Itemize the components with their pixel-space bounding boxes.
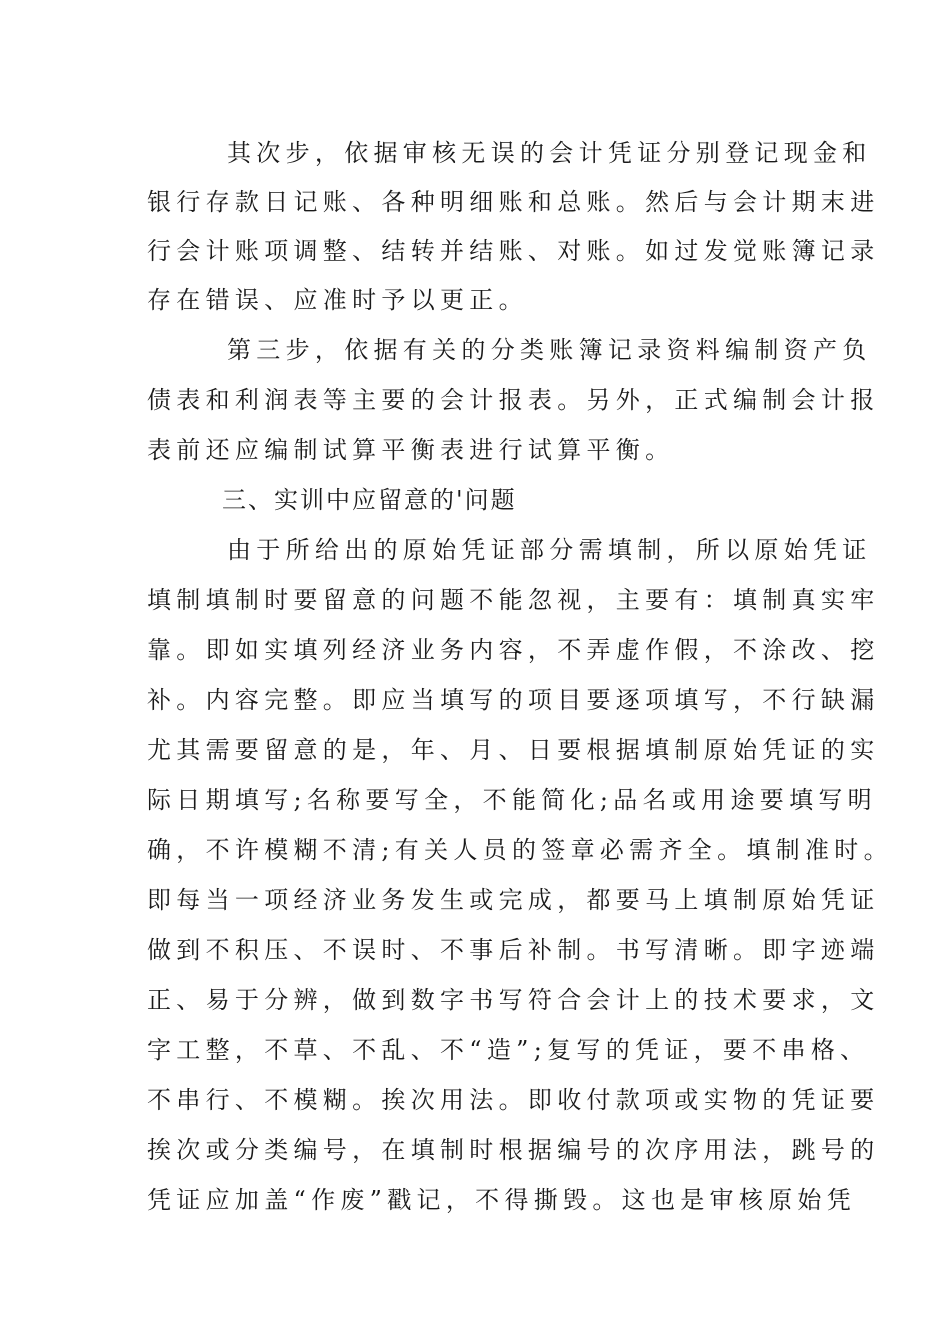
paragraph-line: 做到不积压、不误时、不事后补制。书写清晰。即字迹端 xyxy=(147,936,880,964)
paragraph-line: 不串行、不模糊。挨次用法。即收付款项或实物的凭证要 xyxy=(147,1086,880,1114)
paragraph-line: 行会计账项调整、结转并结账、对账。如过发觉账簿记录 xyxy=(147,237,880,265)
paragraph-line: 靠。即如实填列经济业务内容，不弄虚作假，不涂改、挖 xyxy=(147,636,880,664)
paragraph-line: 银行存款日记账、各种明细账和总账。然后与会计期末进 xyxy=(147,188,880,216)
paragraph-line: 债表和利润表等主要的会计报表。另外，正式编制会计报 xyxy=(147,386,880,414)
paragraph-line: 其次步，依据审核无误的会计凭证分别登记现金和 xyxy=(227,139,872,167)
paragraph-line: 尤其需要留意的是，年、月、日要根据填制原始凭证的实 xyxy=(147,736,880,764)
paragraph-line: 表前还应编制试算平衡表进行试算平衡。 xyxy=(147,436,675,464)
paragraph-line: 确，不许模糊不清;有关人员的签章必需齐全。填制准时。 xyxy=(147,836,893,864)
paragraph-line: 填制填制时要留意的问题不能忽视，主要有：填制真实牢 xyxy=(147,586,880,614)
section-heading: 三、实训中应留意的'问题 xyxy=(222,486,517,514)
paragraph-line: 存在错误、应准时予以更正。 xyxy=(147,286,528,314)
paragraph-line: 际日期填写;名称要写全，不能简化;品名或用途要填写明 xyxy=(147,786,877,814)
paragraph-line: 由于所给出的原始凭证部分需填制，所以原始凭证 xyxy=(227,536,872,564)
paragraph-line: 挨次或分类编号，在填制时根据编号的次序用法，跳号的 xyxy=(147,1136,880,1164)
paragraph-line: 凭证应加盖“作废”戳记，不得撕毁。这也是审核原始凭 xyxy=(147,1186,857,1214)
paragraph-line: 第三步，依据有关的分类账簿记录资料编制资产负 xyxy=(227,336,872,364)
paragraph-line: 字工整，不草、不乱、不“造”;复写的凭证，要不串格、 xyxy=(147,1036,870,1064)
paragraph-line: 即每当一项经济业务发生或完成，都要马上填制原始凭证 xyxy=(147,886,880,914)
paragraph-line: 补。内容完整。即应当填写的项目要逐项填写，不行缺漏 xyxy=(147,686,880,714)
paragraph-line: 正、易于分辨，做到数字书写符合会计上的技术要求，文 xyxy=(147,986,880,1014)
